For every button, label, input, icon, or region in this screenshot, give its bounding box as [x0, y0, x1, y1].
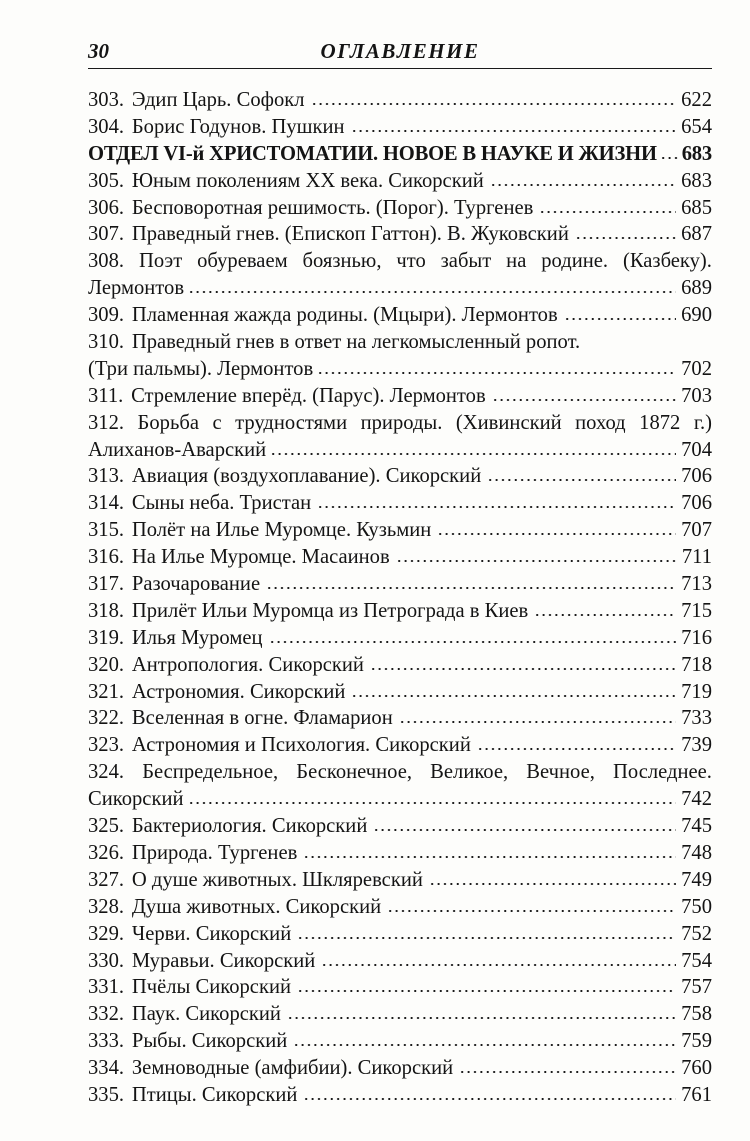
toc-page-number: 745	[681, 815, 712, 838]
toc-entry	[88, 840, 712, 867]
toc-page-number: 739	[681, 734, 712, 757]
toc-entry-title-continued: Алиханов-Аварский	[88, 438, 267, 461]
toc-entry-word: с	[212, 411, 222, 434]
table-of-contents	[88, 87, 712, 1109]
toc-section-heading	[88, 141, 712, 168]
toc-entry	[88, 813, 712, 840]
toc-entry-number: 317.	[88, 573, 125, 596]
toc-dot-leader	[564, 318, 676, 320]
toc-page-number: 704	[681, 438, 712, 461]
toc-entry	[88, 221, 712, 248]
toc-dot-leader	[293, 1044, 676, 1046]
toc-entry-number: 314.	[88, 492, 125, 515]
toc-entry-title: Праведный гнев. (Епископ Гаттон). В. Жуковский	[131, 223, 569, 246]
toc-entry-number: 324.	[88, 761, 125, 784]
toc-entry-number: 306.	[88, 196, 125, 219]
toc-entry-title: Сыны неба. Тристан	[131, 492, 312, 515]
toc-entry	[88, 705, 712, 732]
toc-entry-title: Астрономия и Психология. Сикорский	[131, 734, 471, 757]
toc-entry	[88, 544, 712, 571]
toc-entry-title-continued: (Три пальмы). Лермонтов	[88, 357, 314, 380]
toc-entry-number: 335.	[88, 1083, 125, 1106]
toc-entry-number: 334.	[88, 1057, 125, 1080]
toc-entry-title: Авиация (воздухоплавание). Сикорский	[131, 465, 482, 488]
toc-dot-leader	[492, 399, 676, 401]
toc-entry-number: 312.	[88, 411, 125, 434]
toc-entry	[88, 625, 712, 652]
toc-entry-title: Астрономия. Сикорский	[131, 680, 346, 703]
toc-page-number: 622	[681, 89, 712, 111]
toc-entry-word: трудностями	[235, 411, 348, 434]
toc-entry-number: 305.	[88, 169, 125, 192]
toc-dot-leader	[321, 964, 676, 966]
toc-dot-leader	[437, 533, 676, 535]
toc-dot-leader	[370, 668, 676, 670]
toc-entry-continuation	[88, 275, 712, 302]
toc-entry-number: 313.	[88, 465, 125, 488]
toc-entry-word: что	[396, 250, 426, 273]
toc-entry	[88, 410, 712, 437]
toc-entry-number: 316.	[88, 546, 125, 569]
toc-entry-title: Птицы. Сикорский	[131, 1083, 298, 1106]
toc-entry-number: 303.	[88, 89, 125, 111]
running-title: ОГЛАВЛЕНИЕ	[320, 39, 480, 63]
toc-page-number: 707	[681, 519, 712, 542]
toc-dot-leader	[539, 211, 676, 213]
toc-entry-title: ОТДЕЛ VI-й ХРИСТОМАТИИ. НОВОЕ В НАУКЕ И ЖИЗНИ	[88, 142, 657, 165]
toc-dot-leader	[188, 291, 676, 293]
toc-entry-number: 307.	[88, 223, 125, 246]
toc-entry	[88, 87, 712, 114]
toc-entry-title: Илья Муромец	[131, 626, 263, 649]
toc-entry	[88, 1001, 712, 1028]
toc-entry-title-continued: Лермонтов	[88, 277, 185, 300]
toc-entry-word: поход	[575, 411, 626, 434]
toc-page-number: 759	[681, 1030, 712, 1053]
toc-entry-word: Вечное,	[526, 761, 595, 784]
toc-page-number: 689	[681, 277, 712, 300]
toc-page-number: 683	[681, 142, 712, 165]
toc-entry-number: 325.	[88, 815, 125, 838]
toc-dot-leader	[575, 237, 676, 239]
toc-dot-leader	[287, 1017, 676, 1019]
toc-entry-title: Природа. Тургенев	[131, 841, 298, 864]
toc-entry	[88, 490, 712, 517]
toc-entry	[88, 195, 712, 222]
toc-entry-title: Юным поколениям XX века. Сикорский	[131, 169, 484, 192]
toc-page-number: 757	[681, 976, 712, 999]
toc-entry-number: 326.	[88, 841, 125, 864]
toc-entry-word: забыт	[440, 250, 492, 273]
toc-dot-leader	[429, 883, 676, 885]
toc-entry-number: 328.	[88, 895, 125, 918]
toc-entry-title-continued: Сикорский	[88, 788, 184, 811]
toc-entry-continuation	[88, 356, 712, 383]
toc-dot-leader	[303, 1098, 676, 1100]
toc-entry-number: 330.	[88, 949, 125, 972]
toc-page-number: 713	[681, 573, 712, 596]
toc-dot-leader	[351, 130, 677, 132]
toc-entry	[88, 517, 712, 544]
toc-page-number: 703	[681, 384, 712, 407]
toc-dot-leader	[387, 910, 676, 912]
toc-entry	[88, 571, 712, 598]
toc-page-number: 706	[681, 492, 712, 515]
toc-entry	[88, 383, 712, 410]
toc-page-number: 716	[681, 626, 712, 649]
toc-page-number: 718	[681, 653, 712, 676]
toc-entry	[88, 652, 712, 679]
toc-entry-title: Прилёт Ильи Муромца из Петрограда в Киев	[131, 599, 529, 622]
toc-entry	[88, 168, 712, 195]
toc-entry-word: Борьба	[137, 411, 199, 434]
toc-dot-leader	[399, 721, 676, 723]
toc-entry-number: 320.	[88, 653, 125, 676]
toc-entry-title: Земноводные (амфибии). Сикорский	[131, 1057, 454, 1080]
toc-entry-word: Поэт	[138, 250, 183, 273]
toc-entry	[88, 759, 712, 786]
toc-entry-word: Последнее.	[613, 761, 712, 784]
toc-entry-number: 315.	[88, 519, 125, 542]
toc-entry-number: 318.	[88, 599, 125, 622]
toc-page-number: 683	[681, 169, 712, 192]
toc-entry-number: 319.	[88, 626, 125, 649]
toc-entry-title: Бесповоротная решимость. (Порог). Тургенев	[131, 196, 534, 219]
toc-entry-number: 332.	[88, 1003, 125, 1026]
toc-entry	[88, 1082, 712, 1109]
toc-dot-leader	[477, 748, 676, 750]
toc-dot-leader	[317, 372, 676, 374]
toc-entry-number: 329.	[88, 922, 125, 945]
toc-dot-leader	[534, 614, 676, 616]
toc-entry-number: 309.	[88, 304, 125, 327]
toc-page-number: 654	[681, 115, 712, 138]
page-number: 30	[88, 39, 109, 63]
toc-dot-leader	[303, 856, 676, 858]
toc-entry-title: Рыбы. Сикорский	[131, 1030, 288, 1053]
toc-dot-leader	[487, 479, 676, 481]
toc-entry-title: Муравьи. Сикорский	[131, 949, 316, 972]
toc-page-number: 715	[681, 599, 712, 622]
toc-entry-title: Пламенная жажда родины. (Мцыри). Лермонтов	[131, 304, 558, 327]
toc-dot-leader	[317, 506, 676, 508]
toc-entry-word: Великое,	[430, 761, 509, 784]
toc-page-number: 706	[681, 465, 712, 488]
toc-entry	[88, 1028, 712, 1055]
toc-entry-word: Бесконечное,	[296, 761, 413, 784]
toc-entry	[88, 1055, 712, 1082]
toc-entry-title: Вселенная в огне. Фламарион	[131, 707, 393, 730]
toc-dot-leader	[373, 829, 676, 831]
toc-dot-leader	[269, 641, 677, 643]
toc-page-number: 733	[681, 707, 712, 730]
toc-page-number: 758	[681, 1003, 712, 1026]
toc-entry-title: Эдип Царь. Софокл	[131, 89, 305, 111]
toc-entry-number: 308.	[88, 250, 125, 273]
toc-page-number: 690	[681, 304, 712, 327]
toc-entry-number: 323.	[88, 734, 125, 757]
toc-entry-word: (Казбеку).	[622, 250, 712, 273]
toc-entry-word: (Хивинский	[455, 411, 562, 434]
toc-entry-title: Стремление вперёд. (Парус). Лермонтов	[131, 384, 486, 407]
toc-entry-number: 310.	[88, 331, 125, 354]
toc-entry-word: Беспредельное,	[142, 761, 279, 784]
toc-page-number: 754	[681, 949, 712, 972]
toc-entry	[88, 329, 712, 356]
toc-page-number: 685	[681, 196, 712, 219]
toc-entry-number: 321.	[88, 680, 125, 703]
toc-dot-leader	[459, 1071, 676, 1073]
toc-entry-word: на	[506, 250, 527, 273]
toc-entry-number: 327.	[88, 868, 125, 891]
toc-page-number: 702	[681, 357, 712, 380]
toc-entry	[88, 463, 712, 490]
toc-page-number: 687	[681, 223, 712, 246]
toc-page-number: 750	[681, 895, 712, 918]
toc-entry-title: Паук. Сикорский	[131, 1003, 281, 1026]
toc-entry-word: г.)	[693, 411, 712, 434]
toc-entry-title: Душа животных. Сикорский	[131, 895, 382, 918]
toc-entry	[88, 598, 712, 625]
toc-entry-title: На Илье Муромце. Масаинов	[131, 546, 390, 569]
toc-entry-number: 311.	[88, 384, 124, 407]
toc-entry	[88, 679, 712, 706]
toc-entry-word: родине.	[541, 250, 609, 273]
toc-entry-number: 304.	[88, 115, 125, 138]
toc-page-number: 742	[681, 788, 712, 811]
toc-entry-title: Пчёлы Сикорский	[131, 976, 291, 999]
toc-dot-leader	[188, 802, 677, 804]
toc-entry-number: 322.	[88, 707, 125, 730]
toc-entry-title: Борис Годунов. Пушкин	[131, 115, 345, 138]
toc-dot-leader	[270, 453, 676, 455]
toc-entry-word: обуреваем	[197, 250, 288, 273]
toc-entry-title: Антропология. Сикорский	[131, 653, 364, 676]
toc-entry-continuation	[88, 437, 712, 464]
toc-dot-leader	[351, 695, 676, 697]
toc-entry	[88, 894, 712, 921]
toc-entry	[88, 921, 712, 948]
toc-entry	[88, 948, 712, 975]
toc-page-number: 748	[681, 841, 712, 864]
toc-entry-title: Бактериология. Сикорский	[131, 815, 368, 838]
toc-dot-leader	[396, 560, 677, 562]
toc-entry	[88, 114, 712, 141]
toc-dot-leader	[490, 184, 676, 186]
toc-entry	[88, 248, 712, 275]
toc-dot-leader	[660, 157, 679, 159]
toc-page-number: 749	[681, 868, 712, 891]
toc-entry-title: Черви. Сикорский	[131, 922, 292, 945]
toc-entry-title: Праведный гнев в ответ на легкомысленный ропот.	[131, 331, 581, 354]
toc-entry-word: 1872	[639, 411, 681, 434]
toc-entry-title: О душе животных. Шкляревский	[131, 868, 423, 891]
toc-entry-number: 333.	[88, 1030, 125, 1053]
toc-dot-leader	[311, 103, 677, 105]
toc-entry	[88, 732, 712, 759]
toc-dot-leader	[297, 990, 676, 992]
toc-dot-leader	[297, 937, 676, 939]
toc-entry-continuation	[88, 786, 712, 813]
toc-entry	[88, 867, 712, 894]
toc-entry-title: Разочарование	[131, 573, 261, 596]
toc-page-number: 711	[681, 546, 712, 569]
toc-page-number: 719	[681, 680, 712, 703]
toc-entry-number: 331.	[88, 976, 125, 999]
toc-dot-leader	[266, 587, 676, 589]
toc-page-number: 760	[681, 1057, 712, 1080]
toc-page-number: 761	[681, 1083, 712, 1106]
toc-entry	[88, 974, 712, 1001]
toc-entry	[88, 302, 712, 329]
page-header	[88, 34, 712, 69]
toc-entry-title: Полёт на Илье Муромце. Кузьмин	[131, 519, 432, 542]
toc-page-number: 752	[681, 922, 712, 945]
toc-entry-word: боязнью,	[302, 250, 382, 273]
toc-entry-word: природы.	[360, 411, 443, 434]
